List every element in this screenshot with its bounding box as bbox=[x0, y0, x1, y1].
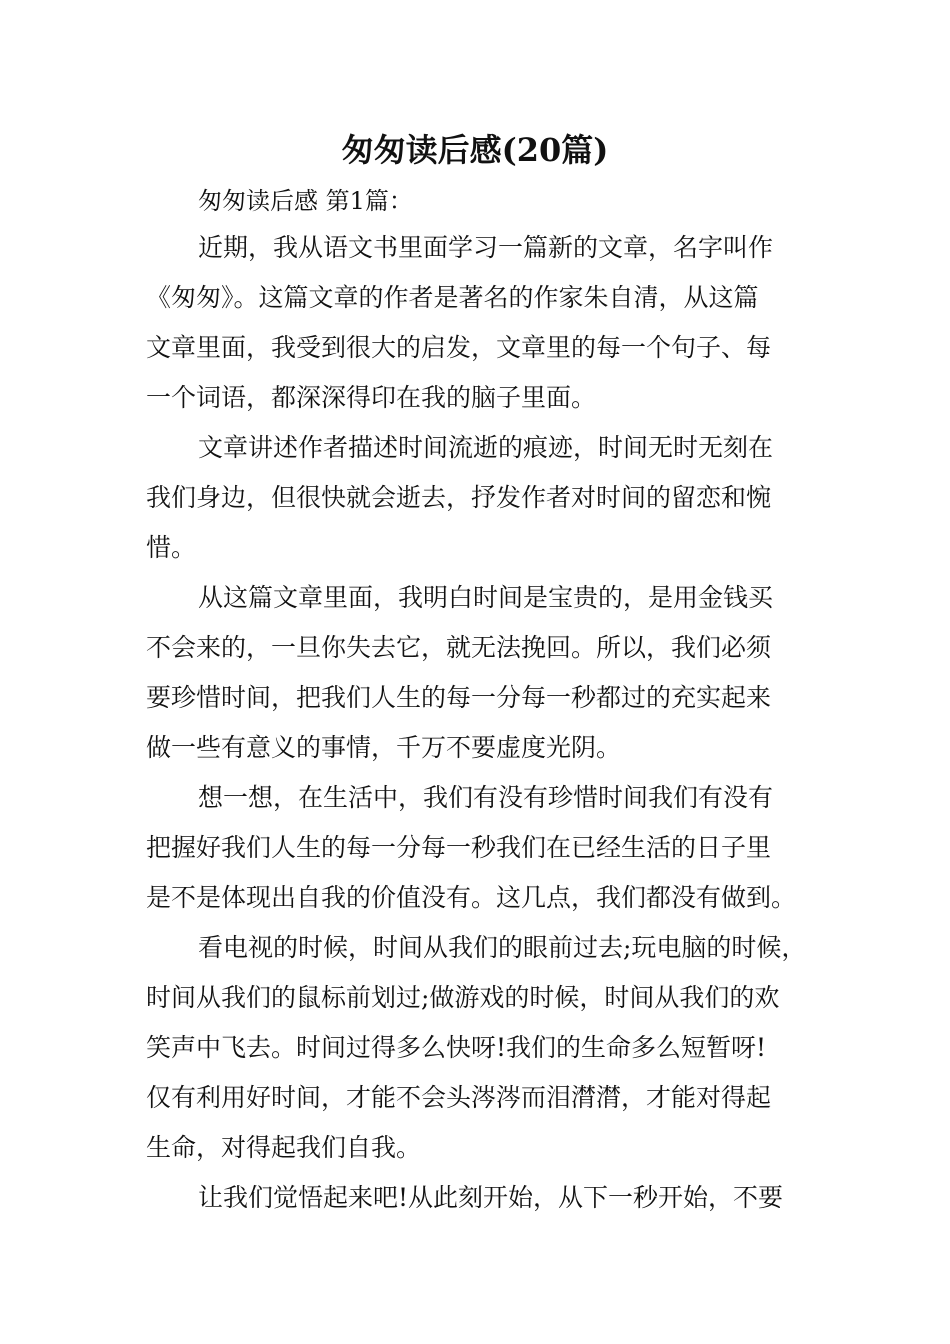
text-line: 一个词语，都深深得印在我的脑子里面。 bbox=[146, 383, 597, 412]
section-heading: 匆匆读后感 第1篇： bbox=[198, 187, 413, 215]
text-line: 惜。 bbox=[146, 533, 197, 562]
text-line: 生命，对得起我们自我。 bbox=[146, 1133, 422, 1162]
text-line: 时间从我们的鼠标前划过;做游戏的时候，时间从我们的欢 bbox=[146, 983, 780, 1012]
text-line: 想一想，在生活中，我们有没有珍惜时间我们有没有 bbox=[198, 783, 774, 812]
text-line: 文章讲述作者描述时间流逝的痕迹，时间无时无刻在 bbox=[198, 433, 774, 462]
text-line: 把握好我们人生的每一分每一秒我们在已经生活的日子里 bbox=[146, 833, 772, 862]
text-line: 是不是体现出自我的价值没有。这几点，我们都没有做到。 bbox=[146, 883, 797, 912]
text-line: 从这篇文章里面，我明白时间是宝贵的，是用金钱买 bbox=[198, 583, 774, 612]
text-line: 《匆匆》。这篇文章的作者是著名的作家朱自清，从这篇 bbox=[146, 283, 759, 312]
text-line: 近期，我从语文书里面学习一篇新的文章，名字叫作 bbox=[198, 233, 774, 262]
text-line: 要珍惜时间，把我们人生的每一分每一秒都过的充实起来 bbox=[146, 683, 772, 712]
text-line: 做一些有意义的事情，千万不要虚度光阴。 bbox=[146, 733, 622, 762]
text-line: 笑声中飞去。时间过得多么快呀!我们的生命多么短暂呀! bbox=[146, 1033, 767, 1062]
text-line: 仅有利用好时间，才能不会头涔涔而泪潸潸，才能对得起 bbox=[146, 1083, 772, 1112]
text-line: 我们身边，但很快就会逝去，抒发作者对时间的留恋和惋 bbox=[146, 483, 772, 512]
text-line: 看电视的时候，时间从我们的眼前过去;玩电脑的时候， bbox=[198, 933, 807, 962]
text-line: 让我们觉悟起来吧!从此刻开始，从下一秒开始，不要 bbox=[198, 1183, 784, 1212]
document-title: 匆匆读后感(20篇) bbox=[341, 131, 609, 169]
text-line: 不会来的，一旦你失去它，就无法挽回。所以，我们必须 bbox=[146, 633, 772, 662]
text-line: 文章里面，我受到很大的启发，文章里的每一个句子、每 bbox=[146, 333, 772, 362]
